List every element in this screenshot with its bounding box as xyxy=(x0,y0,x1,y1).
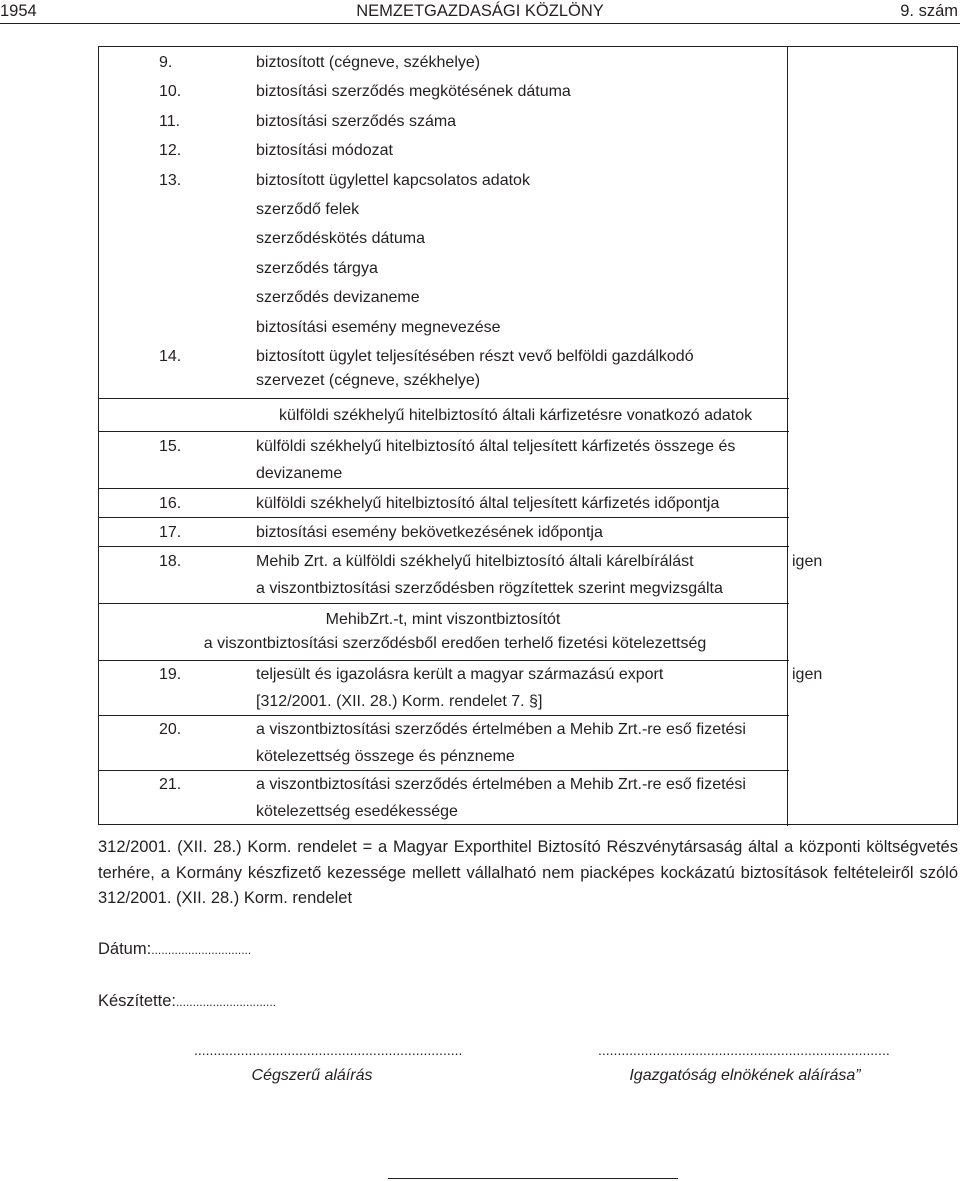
row-number: 13. xyxy=(159,171,182,189)
row-number: 10. xyxy=(159,83,182,101)
row-value: igen xyxy=(792,666,823,683)
row-number: 11. xyxy=(159,112,181,130)
date-label: Dátum: xyxy=(98,940,152,958)
row-label: biztosított (cégneve, székhelye) xyxy=(256,54,481,71)
bottom-rule xyxy=(388,1178,678,1179)
footnote-line: terhére, a Kormány készfizető kezessége mellett vállalható nem piacképes kockázatú biztosítások feltételeiről szóló xyxy=(98,863,958,882)
row-label: biztosítási módozat xyxy=(256,142,393,160)
row-label: a viszontbiztosítási szerződésben rögzítettek szerint megvizsgálta xyxy=(256,580,723,597)
row-rule xyxy=(99,715,789,716)
row-label: a viszontbiztosítási szerződés értelmében a Mehib Zrt.-re eső fizetési xyxy=(256,776,746,793)
row-label: külföldi székhelyű hitelbiztosító által teljesített kárfizetés időpontja xyxy=(256,495,720,512)
row-label: [312/2001. (XII. 28.) Korm. rendelet 7. §] xyxy=(256,693,543,710)
row-number: 9. xyxy=(159,54,173,71)
row-number: 14. xyxy=(159,348,182,365)
right-signature-line: ........................................................................... xyxy=(598,1042,890,1058)
row-label: biztosítási esemény bekövetkezésének időpontja xyxy=(256,524,603,541)
value-column-divider xyxy=(787,47,788,826)
prepared-by-dots: .............................. xyxy=(175,995,276,1009)
row-number: 17. xyxy=(159,524,182,541)
date-field xyxy=(98,940,251,959)
sub-item-label: szerződő felek xyxy=(256,201,360,218)
left-signature-line: ..................................................................... xyxy=(194,1042,463,1058)
obligation-heading: a viszontbiztosítási szerződésből eredően terhelő fizetési kötelezettség xyxy=(203,635,707,652)
footnote xyxy=(98,835,958,912)
date-dots: .............................. xyxy=(151,943,252,957)
section-rule xyxy=(99,431,789,432)
row-label: külföldi székhelyű hitelbiztosító által teljesített kárfizetés összege és xyxy=(256,438,736,455)
row-number: 16. xyxy=(159,495,182,512)
prepared-by-field xyxy=(98,992,276,1011)
row-rule xyxy=(99,603,789,604)
row-label: kötelezettség esedékessége xyxy=(256,803,458,820)
sub-item-label: szerződés devizaneme xyxy=(256,289,420,307)
row-number: 18. xyxy=(159,553,182,570)
row-rule xyxy=(99,517,789,518)
row-rule xyxy=(99,660,789,661)
row-label: biztosított ügylettel kapcsolatos adatok xyxy=(256,171,530,189)
footnote-line: 312/2001. (XII. 28.) Korm. rendelet = a Magyar Exporthitel Biztosító Részvénytársaság által a központi költségvetés xyxy=(98,838,958,856)
row-number: 19. xyxy=(159,666,182,683)
section-heading: külföldi székhelyű hitelbiztosító általi kárfizetésre vonatkozó adatok xyxy=(279,407,753,424)
row-number: 15. xyxy=(159,438,182,455)
row-value: igen xyxy=(792,553,823,570)
sub-item-label: szerződés tárgya xyxy=(256,259,378,277)
obligation-heading: MehibZrt.-t, mint viszontbiztosítót xyxy=(325,611,561,628)
section-rule xyxy=(99,398,789,399)
row-number: 12. xyxy=(159,142,182,160)
prepared-by-label: Készítette: xyxy=(98,992,176,1010)
row-label: szervezet (cégneve, székhelye) xyxy=(256,372,481,389)
page-header xyxy=(0,0,960,24)
row-label: biztosítási szerződés megkötésének dátuma xyxy=(256,83,571,101)
row-rule xyxy=(99,488,789,489)
journal-title: NEMZETGAZDASÁGI KÖZLÖNY xyxy=(356,2,604,20)
page-number: 1954 xyxy=(0,2,37,20)
row-label: devizaneme xyxy=(256,465,343,482)
row-label: Mehib Zrt. a külföldi székhelyű hitelbiztosító általi kárelbírálást xyxy=(256,553,694,570)
header-rule xyxy=(0,23,960,24)
footnote-line: 312/2001. (XII. 28.) Korm. rendelet xyxy=(98,889,353,907)
row-label: a viszontbiztosítási szerződés értelmében a Mehib Zrt.-re eső fizetési xyxy=(256,721,746,738)
sub-item-label: szerződéskötés dátuma xyxy=(256,230,425,248)
row-label: teljesült és igazolásra került a magyar származású export xyxy=(256,666,664,683)
issue-number: 9. szám xyxy=(900,2,958,20)
company-signature-label: Cégszerű aláírás xyxy=(251,1067,373,1084)
sub-item-label: biztosítási esemény megnevezése xyxy=(256,318,501,336)
row-rule xyxy=(99,546,789,547)
row-rule xyxy=(99,770,789,771)
row-label: kötelezettség összege és pénzneme xyxy=(256,748,515,765)
board-chair-signature-label: Igazgatóság elnökének aláírása” xyxy=(629,1067,861,1084)
row-label: biztosított ügylet teljesítésében részt vevő belföldi gazdálkodó xyxy=(256,348,694,365)
row-number: 21. xyxy=(159,776,182,793)
row-number: 20. xyxy=(159,721,182,738)
row-label: biztosítási szerződés száma xyxy=(256,112,457,130)
data-form-table xyxy=(98,46,958,825)
